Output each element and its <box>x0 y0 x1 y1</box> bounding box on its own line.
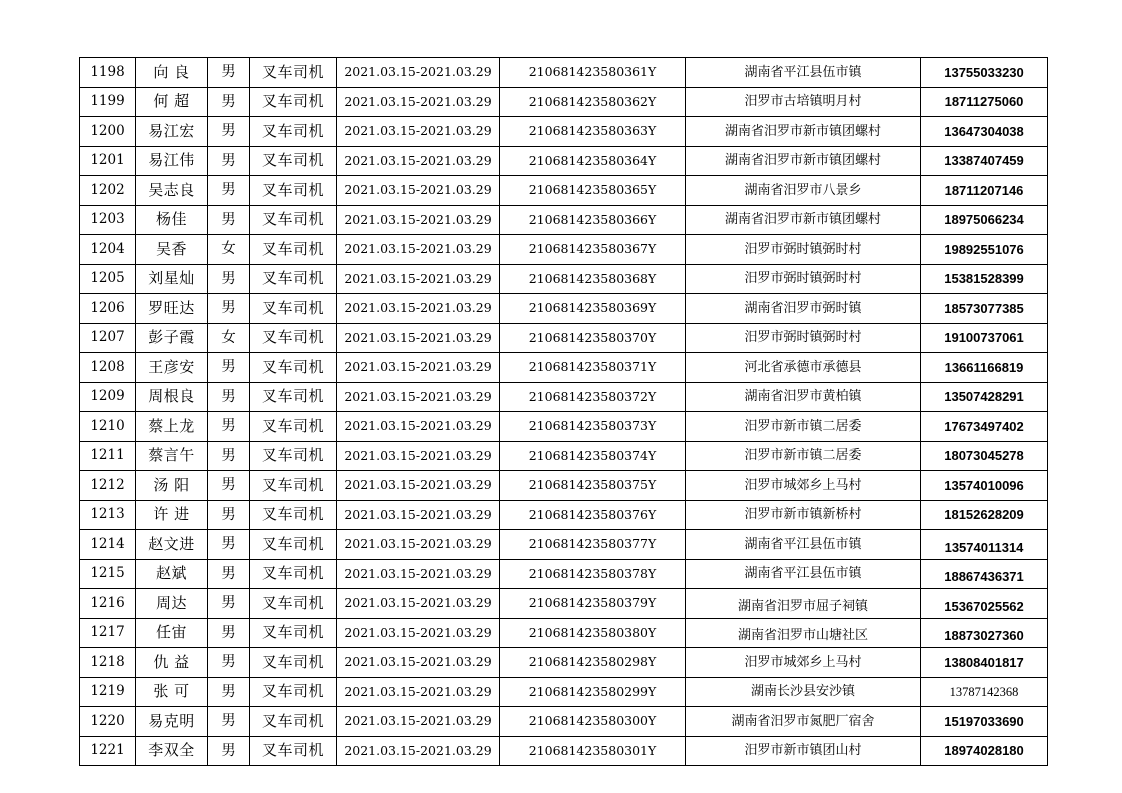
phone-cell: 19892551076 <box>921 235 1048 265</box>
training-period-cell: 2021.03.15-2021.03.29 <box>337 382 500 412</box>
table-row <box>80 264 1048 294</box>
occupation-cell: 叉车司机 <box>250 471 337 501</box>
training-period-cell: 2021.03.15-2021.03.29 <box>337 235 500 265</box>
table-row <box>80 677 1048 707</box>
address-cell: 湖南省汨罗市氮肥厂宿舍 <box>686 707 921 737</box>
phone-cell: 13387407459 <box>921 146 1048 176</box>
training-period-cell: 2021.03.15-2021.03.29 <box>337 589 500 619</box>
serial-number-cell: 1221 <box>80 736 136 766</box>
occupation-cell: 叉车司机 <box>250 441 337 471</box>
training-period-cell: 2021.03.15-2021.03.29 <box>337 323 500 353</box>
serial-number-cell: 1212 <box>80 471 136 501</box>
table-row <box>80 87 1048 117</box>
gender-cell: 男 <box>208 412 250 442</box>
serial-number-cell: 1220 <box>80 707 136 737</box>
serial-number-cell: 1213 <box>80 500 136 530</box>
occupation-cell: 叉车司机 <box>250 294 337 324</box>
address-cell: 汨罗市城郊乡上马村 <box>686 471 921 501</box>
address-cell <box>686 589 921 619</box>
gender-cell: 女 <box>208 235 250 265</box>
occupation-cell: 叉车司机 <box>250 412 337 442</box>
serial-number-cell: 1211 <box>80 441 136 471</box>
table-row <box>80 707 1048 737</box>
name-cell: 吴志良 <box>136 176 208 206</box>
certificate-number-cell: 210681423580376Y <box>500 500 686 530</box>
training-period-cell: 2021.03.15-2021.03.29 <box>337 176 500 206</box>
table-row <box>80 353 1048 383</box>
address-cell: 湖南省汨罗市八景乡 <box>686 176 921 206</box>
training-period-cell: 2021.03.15-2021.03.29 <box>337 205 500 235</box>
gender-cell: 男 <box>208 441 250 471</box>
name-cell: 李双全 <box>136 736 208 766</box>
trainee-register-page <box>79 57 1047 766</box>
table-row <box>80 441 1048 471</box>
phone-cell <box>921 589 1048 619</box>
phone-cell: 13808401817 <box>921 648 1048 678</box>
serial-number-cell: 1215 <box>80 559 136 589</box>
gender-cell: 男 <box>208 58 250 88</box>
address-cell: 汨罗市弼时镇弼时村 <box>686 235 921 265</box>
address-cell: 汨罗市新市镇二居委 <box>686 412 921 442</box>
trainee-table <box>79 57 1048 766</box>
name-cell: 杨佳 <box>136 205 208 235</box>
address-cell: 湖南省平江县伍市镇 <box>686 530 921 560</box>
certificate-number-cell: 210681423580377Y <box>500 530 686 560</box>
serial-number-cell: 1209 <box>80 382 136 412</box>
phone-cell <box>921 618 1048 648</box>
phone-cell: 13755033230 <box>921 58 1048 88</box>
phone-cell: 19100737061 <box>921 323 1048 353</box>
address-cell: 汨罗市弼时镇弼时村 <box>686 323 921 353</box>
address-cell: 湖南省平江县伍市镇 <box>686 559 921 589</box>
gender-cell: 男 <box>208 677 250 707</box>
name-cell: 蔡上龙 <box>136 412 208 442</box>
occupation-cell: 叉车司机 <box>250 235 337 265</box>
table-row <box>80 176 1048 206</box>
occupation-cell: 叉车司机 <box>250 323 337 353</box>
phone-cell: 15381528399 <box>921 264 1048 294</box>
gender-cell: 男 <box>208 264 250 294</box>
table-row <box>80 235 1048 265</box>
gender-cell: 男 <box>208 707 250 737</box>
training-period-cell: 2021.03.15-2021.03.29 <box>337 412 500 442</box>
name-cell: 仇 益 <box>136 648 208 678</box>
table-row <box>80 58 1048 88</box>
table-row <box>80 412 1048 442</box>
certificate-number-cell: 210681423580362Y <box>500 87 686 117</box>
name-cell: 周根良 <box>136 382 208 412</box>
phone-cell: 13574010096 <box>921 471 1048 501</box>
certificate-number-cell: 210681423580379Y <box>500 589 686 619</box>
occupation-cell: 叉车司机 <box>250 559 337 589</box>
training-period-cell: 2021.03.15-2021.03.29 <box>337 559 500 589</box>
occupation-cell: 叉车司机 <box>250 58 337 88</box>
training-period-cell: 2021.03.15-2021.03.29 <box>337 58 500 88</box>
table-row <box>80 205 1048 235</box>
table-row <box>80 471 1048 501</box>
certificate-number-cell: 210681423580378Y <box>500 559 686 589</box>
certificate-number-cell: 210681423580301Y <box>500 736 686 766</box>
phone-cell: 17673497402 <box>921 412 1048 442</box>
training-period-cell: 2021.03.15-2021.03.29 <box>337 117 500 147</box>
serial-number-cell: 1202 <box>80 176 136 206</box>
table-row <box>80 146 1048 176</box>
address-cell: 湖南省汨罗市新市镇团螺村 <box>686 117 921 147</box>
occupation-cell: 叉车司机 <box>250 618 337 648</box>
address-cell: 汨罗市新市镇团山村 <box>686 736 921 766</box>
training-period-cell: 2021.03.15-2021.03.29 <box>337 294 500 324</box>
training-period-cell: 2021.03.15-2021.03.29 <box>337 264 500 294</box>
address-cell: 湖南省汨罗市新市镇团螺村 <box>686 205 921 235</box>
gender-cell: 男 <box>208 471 250 501</box>
certificate-number-cell: 210681423580372Y <box>500 382 686 412</box>
phone-text: 13574011314 <box>944 539 1024 555</box>
serial-number-cell: 1219 <box>80 677 136 707</box>
certificate-number-cell: 210681423580366Y <box>500 205 686 235</box>
name-cell: 蔡言午 <box>136 441 208 471</box>
certificate-number-cell: 210681423580368Y <box>500 264 686 294</box>
certificate-number-cell: 210681423580365Y <box>500 176 686 206</box>
name-cell: 赵斌 <box>136 559 208 589</box>
name-cell: 汤 阳 <box>136 471 208 501</box>
address-cell: 湖南省汨罗市黄柏镇 <box>686 382 921 412</box>
name-cell: 王彦安 <box>136 353 208 383</box>
gender-cell: 男 <box>208 294 250 324</box>
name-cell: 许 进 <box>136 500 208 530</box>
occupation-cell: 叉车司机 <box>250 176 337 206</box>
name-cell: 刘星灿 <box>136 264 208 294</box>
gender-cell: 男 <box>208 353 250 383</box>
serial-number-cell: 1216 <box>80 589 136 619</box>
name-cell: 向 良 <box>136 58 208 88</box>
occupation-cell: 叉车司机 <box>250 382 337 412</box>
serial-number-cell: 1218 <box>80 648 136 678</box>
serial-number-cell: 1198 <box>80 58 136 88</box>
name-cell: 赵文进 <box>136 530 208 560</box>
training-period-cell: 2021.03.15-2021.03.29 <box>337 530 500 560</box>
name-cell: 彭子霞 <box>136 323 208 353</box>
phone-text: 18867436371 <box>944 569 1024 585</box>
serial-number-cell: 1206 <box>80 294 136 324</box>
serial-number-cell: 1207 <box>80 323 136 353</box>
phone-cell: 18073045278 <box>921 441 1048 471</box>
serial-number-cell: 1208 <box>80 353 136 383</box>
training-period-cell: 2021.03.15-2021.03.29 <box>337 87 500 117</box>
gender-cell: 男 <box>208 146 250 176</box>
certificate-number-cell: 210681423580364Y <box>500 146 686 176</box>
gender-cell: 男 <box>208 500 250 530</box>
serial-number-cell: 1201 <box>80 146 136 176</box>
gender-cell: 男 <box>208 559 250 589</box>
certificate-number-cell: 210681423580361Y <box>500 58 686 88</box>
table-row <box>80 500 1048 530</box>
training-period-cell: 2021.03.15-2021.03.29 <box>337 677 500 707</box>
gender-cell: 男 <box>208 618 250 648</box>
name-cell: 易江宏 <box>136 117 208 147</box>
name-cell: 何 超 <box>136 87 208 117</box>
serial-number-cell: 1199 <box>80 87 136 117</box>
occupation-cell: 叉车司机 <box>250 707 337 737</box>
certificate-number-cell: 210681423580374Y <box>500 441 686 471</box>
address-cell: 河北省承德市承德县 <box>686 353 921 383</box>
address-text: 湖南省汨罗市山塘社区 <box>737 628 868 644</box>
training-period-cell: 2021.03.15-2021.03.29 <box>337 736 500 766</box>
phone-cell: 18152628209 <box>921 500 1048 530</box>
table-row <box>80 589 1048 619</box>
name-cell: 罗旺达 <box>136 294 208 324</box>
occupation-cell: 叉车司机 <box>250 146 337 176</box>
name-cell: 吴香 <box>136 235 208 265</box>
address-cell <box>686 618 921 648</box>
phone-cell: 13647304038 <box>921 117 1048 147</box>
name-cell: 张 可 <box>136 677 208 707</box>
name-cell: 周达 <box>136 589 208 619</box>
phone-cell: 13787142368 <box>921 677 1048 707</box>
address-cell: 汨罗市新市镇二居委 <box>686 441 921 471</box>
table-row <box>80 736 1048 766</box>
occupation-cell: 叉车司机 <box>250 353 337 383</box>
table-row <box>80 117 1048 147</box>
occupation-cell: 叉车司机 <box>250 677 337 707</box>
certificate-number-cell: 210681423580370Y <box>500 323 686 353</box>
training-period-cell: 2021.03.15-2021.03.29 <box>337 707 500 737</box>
occupation-cell: 叉车司机 <box>250 264 337 294</box>
serial-number-cell: 1214 <box>80 530 136 560</box>
phone-cell: 18573077385 <box>921 294 1048 324</box>
occupation-cell: 叉车司机 <box>250 205 337 235</box>
phone-cell: 18711275060 <box>921 87 1048 117</box>
name-cell: 任宙 <box>136 618 208 648</box>
serial-number-cell: 1203 <box>80 205 136 235</box>
phone-cell: 18711207146 <box>921 176 1048 206</box>
address-cell: 湖南省汨罗市弼时镇 <box>686 294 921 324</box>
phone-cell <box>921 559 1048 589</box>
training-period-cell: 2021.03.15-2021.03.29 <box>337 146 500 176</box>
address-cell: 汨罗市弼时镇弼时村 <box>686 264 921 294</box>
gender-cell: 男 <box>208 648 250 678</box>
gender-cell: 女 <box>208 323 250 353</box>
address-cell: 汨罗市古培镇明月村 <box>686 87 921 117</box>
table-row <box>80 294 1048 324</box>
serial-number-cell: 1205 <box>80 264 136 294</box>
serial-number-cell: 1217 <box>80 618 136 648</box>
certificate-number-cell: 210681423580373Y <box>500 412 686 442</box>
table-row <box>80 323 1048 353</box>
phone-cell: 13661166819 <box>921 353 1048 383</box>
certificate-number-cell: 210681423580367Y <box>500 235 686 265</box>
phone-text: 15367025562 <box>944 598 1024 614</box>
occupation-cell: 叉车司机 <box>250 589 337 619</box>
serial-number-cell: 1210 <box>80 412 136 442</box>
certificate-number-cell: 210681423580380Y <box>500 618 686 648</box>
address-text: 湖南省汨罗市屈子祠镇 <box>737 598 868 614</box>
address-cell: 汨罗市新市镇新桥村 <box>686 500 921 530</box>
address-cell: 湖南省汨罗市新市镇团螺村 <box>686 146 921 176</box>
phone-cell <box>921 530 1048 560</box>
address-cell: 汨罗市城郊乡上马村 <box>686 648 921 678</box>
phone-text: 18873027360 <box>944 628 1024 644</box>
occupation-cell: 叉车司机 <box>250 500 337 530</box>
phone-cell: 18975066234 <box>921 205 1048 235</box>
occupation-cell: 叉车司机 <box>250 736 337 766</box>
certificate-number-cell: 210681423580363Y <box>500 117 686 147</box>
occupation-cell: 叉车司机 <box>250 87 337 117</box>
table-row <box>80 530 1048 560</box>
phone-cell: 15197033690 <box>921 707 1048 737</box>
address-cell: 湖南长沙县安沙镇 <box>686 677 921 707</box>
name-cell: 易江伟 <box>136 146 208 176</box>
gender-cell: 男 <box>208 736 250 766</box>
certificate-number-cell: 210681423580298Y <box>500 648 686 678</box>
training-period-cell: 2021.03.15-2021.03.29 <box>337 471 500 501</box>
gender-cell: 男 <box>208 589 250 619</box>
phone-cell: 18974028180 <box>921 736 1048 766</box>
training-period-cell: 2021.03.15-2021.03.29 <box>337 441 500 471</box>
table-row <box>80 618 1048 648</box>
gender-cell: 男 <box>208 117 250 147</box>
certificate-number-cell: 210681423580369Y <box>500 294 686 324</box>
phone-cell: 13507428291 <box>921 382 1048 412</box>
certificate-number-cell: 210681423580371Y <box>500 353 686 383</box>
gender-cell: 男 <box>208 530 250 560</box>
serial-number-cell: 1200 <box>80 117 136 147</box>
table-row <box>80 648 1048 678</box>
address-cell: 湖南省平江县伍市镇 <box>686 58 921 88</box>
occupation-cell: 叉车司机 <box>250 530 337 560</box>
training-period-cell: 2021.03.15-2021.03.29 <box>337 500 500 530</box>
gender-cell: 男 <box>208 205 250 235</box>
training-period-cell: 2021.03.15-2021.03.29 <box>337 618 500 648</box>
training-period-cell: 2021.03.15-2021.03.29 <box>337 353 500 383</box>
occupation-cell: 叉车司机 <box>250 648 337 678</box>
name-cell: 易克明 <box>136 707 208 737</box>
table-body <box>80 58 1048 766</box>
gender-cell: 男 <box>208 87 250 117</box>
occupation-cell: 叉车司机 <box>250 117 337 147</box>
table-row <box>80 559 1048 589</box>
table-row <box>80 382 1048 412</box>
serial-number-cell: 1204 <box>80 235 136 265</box>
training-period-cell: 2021.03.15-2021.03.29 <box>337 648 500 678</box>
certificate-number-cell: 210681423580299Y <box>500 677 686 707</box>
gender-cell: 男 <box>208 382 250 412</box>
gender-cell: 男 <box>208 176 250 206</box>
certificate-number-cell: 210681423580300Y <box>500 707 686 737</box>
certificate-number-cell: 210681423580375Y <box>500 471 686 501</box>
